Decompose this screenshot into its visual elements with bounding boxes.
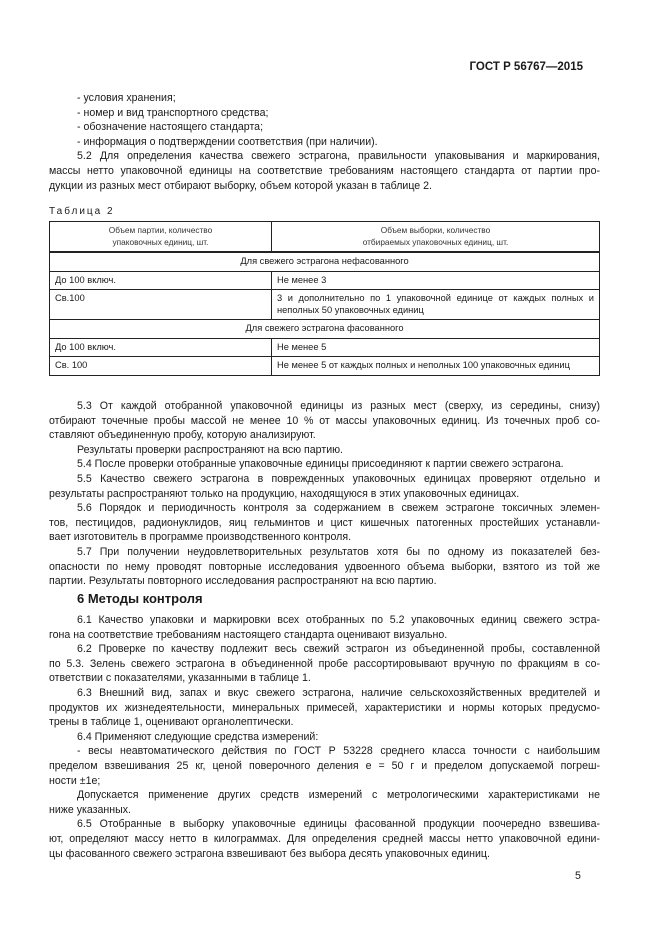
text-line: пределом взвешивания 25 кг, ценой поверочного деления е = 50 г и пределом допускаемой погреш- [49,759,600,772]
text-line: ставляют объединенную пробу, которую анализируют. [49,429,316,442]
text-line: опасности по нему проводят повторные исследования удвоенного объема выборки, взятого из той же [49,560,600,573]
sample-size-table [49,221,600,376]
document-id-header: ГОСТ Р 56767—2015 [469,61,583,73]
text-line: - информация о подтверждении соответствия (при наличии). [77,135,378,148]
text-line: - обозначение настоящего стандарта; [77,121,264,134]
text-line: - условия хранения; [77,92,176,104]
text-line: тов, пестицидов, радионуклидов, яиц гельминтов и цист кишечных патогенных простейших устанавли- [49,516,600,529]
text-line: - весы неавтоматического действия по ГОСТ Р 53228 среднего класса точности с наибольшим [77,745,600,758]
table-group-row [50,320,600,339]
table-caption: Таблица 2 [49,206,115,217]
text-line: 6.4 Применяют следующие средства измерений: [77,730,319,743]
text-line: Допускается применение других средств измерений с метрологическими характеристиками не [77,789,600,802]
text-line: ности ±1е; [49,774,101,787]
text-line: Результаты проверки распространяют на всю партию. [77,443,343,456]
text-line: цы фасованного свежего эстрагона взвешивают без выбора десять упаковочных единиц. [49,847,490,860]
group-label-packed: Для свежего эстрагона фасованного [50,320,600,339]
text-line: 6.3 Внешний вид, запах и вкус свежего эстрагона, наличие сельскохозяйственных вредителей и [77,686,600,699]
text-line: по 5.3. Зелень свежего эстрагона в объединенной пробе рассортировывают вручную по фракциям в со- [49,657,600,670]
text-line: 5.5 Качество свежего эстрагона в поврежденных упаковочных единицах проверяют отдельно и [77,472,600,485]
table-row [50,338,600,357]
table-cell: Св. 100 [50,357,272,376]
text-line: 6.5 Отобранные в выборку упаковочные единицы фасованной продукции поочередно взвешива- [77,818,600,831]
text-line: 5.3 От каждой отобранной упаковочной единицы из разных мест (сверху, из середины, снизу) [77,400,600,412]
table-row [50,290,600,320]
table-cell: Св.100 [50,290,272,320]
text-line: ответствии с показателями, указанными в таблице 1. [49,672,311,685]
table-cell: До 100 включ. [50,338,272,357]
table-group-row [50,252,600,271]
text-line: результаты распространяют только на продукцию, находящуюся в этих упаковочных единицах. [49,487,520,500]
text-line: дукции из разных мест отбирают выборку, объем которой указан в таблице 2. [49,179,432,192]
table-cell: Не менее 5 от каждых полных и неполных 100 упаковочных единиц [272,357,600,376]
text-line: 6.2 Проверке по качеству подлежит весь свежий эстрагон из объединенной пробы, составленной [77,643,600,656]
text-line: гона на соответствие требованиям настоящего стандарта оценивают визуально. [49,628,448,641]
text-line: 5.7 При получении неудовлетворительных результатов хотя бы по одному из показателей без- [77,545,600,558]
section-6-heading: 6 Методы контроля [77,591,203,606]
group-label-unpacked: Для свежего эстрагона нефасованного [50,252,600,271]
text-line: партии. Результаты повторного исследования распространяют на всю партию. [49,575,437,588]
text-line: 6.1 Качество упаковки и маркировки всех отобранных по 5.2 упаковочных единиц свежего эстра- [77,614,600,626]
text-line: 5.2 Для определения качества свежего эстрагона, правильности упаковывания и маркирования, [77,150,600,163]
text-line: массы нетто упаковочной единицы на соответствие требованиям настоящего стандарта от партии про- [49,164,600,177]
table-cell: 3 и дополнительно по 1 упаковочной единице от каждых полных и неполных 50 упаковочных единиц [272,290,600,320]
text-line: вает изготовитель в программе производственного контроля. [49,531,352,544]
page-number: 5 [575,870,581,882]
table-row [50,357,600,376]
text-line: отбирают точечные пробы массой не менее 10 % от массы упаковочных единиц. Из точечных проб со- [49,414,600,427]
text-block-section5 [49,399,600,589]
text-line: трены в таблице 1, оценивают органолептически. [49,716,294,729]
text-line: ниже указанных. [49,803,131,816]
table-row [50,271,600,290]
text-line: - номер и вид транспортного средства; [77,106,269,119]
header-cell-sample-size: Объем выборки, количество отбираемых упаковочных единиц, шт. [272,222,600,253]
header-cell-lot-size: Объем партии, количество упаковочных единиц, шт. [50,222,272,253]
text-block-top [49,91,600,193]
table-cell: Не менее 3 [272,271,600,290]
table-cell: Не менее 5 [272,338,600,357]
text-line: 5.4 После проверки отобранные упаковочные единицы присоединяют к партии свежего эстрагона. [77,458,564,471]
text-line: ют, определяют массу нетто в килограммах. Для определения средней массы нетто упаковочной едини- [49,832,600,845]
table-header-row [50,222,600,253]
text-block-section6 [49,613,600,861]
table-cell: До 100 включ. [50,271,272,290]
text-line: 5.6 Порядок и периодичность контроля за содержанием в свежем эстрагоне токсичных элемен- [77,502,600,515]
text-line: продуктов их жизнедеятельности, минеральных примесей, характеристики и нормы которых предусмо- [49,701,600,714]
